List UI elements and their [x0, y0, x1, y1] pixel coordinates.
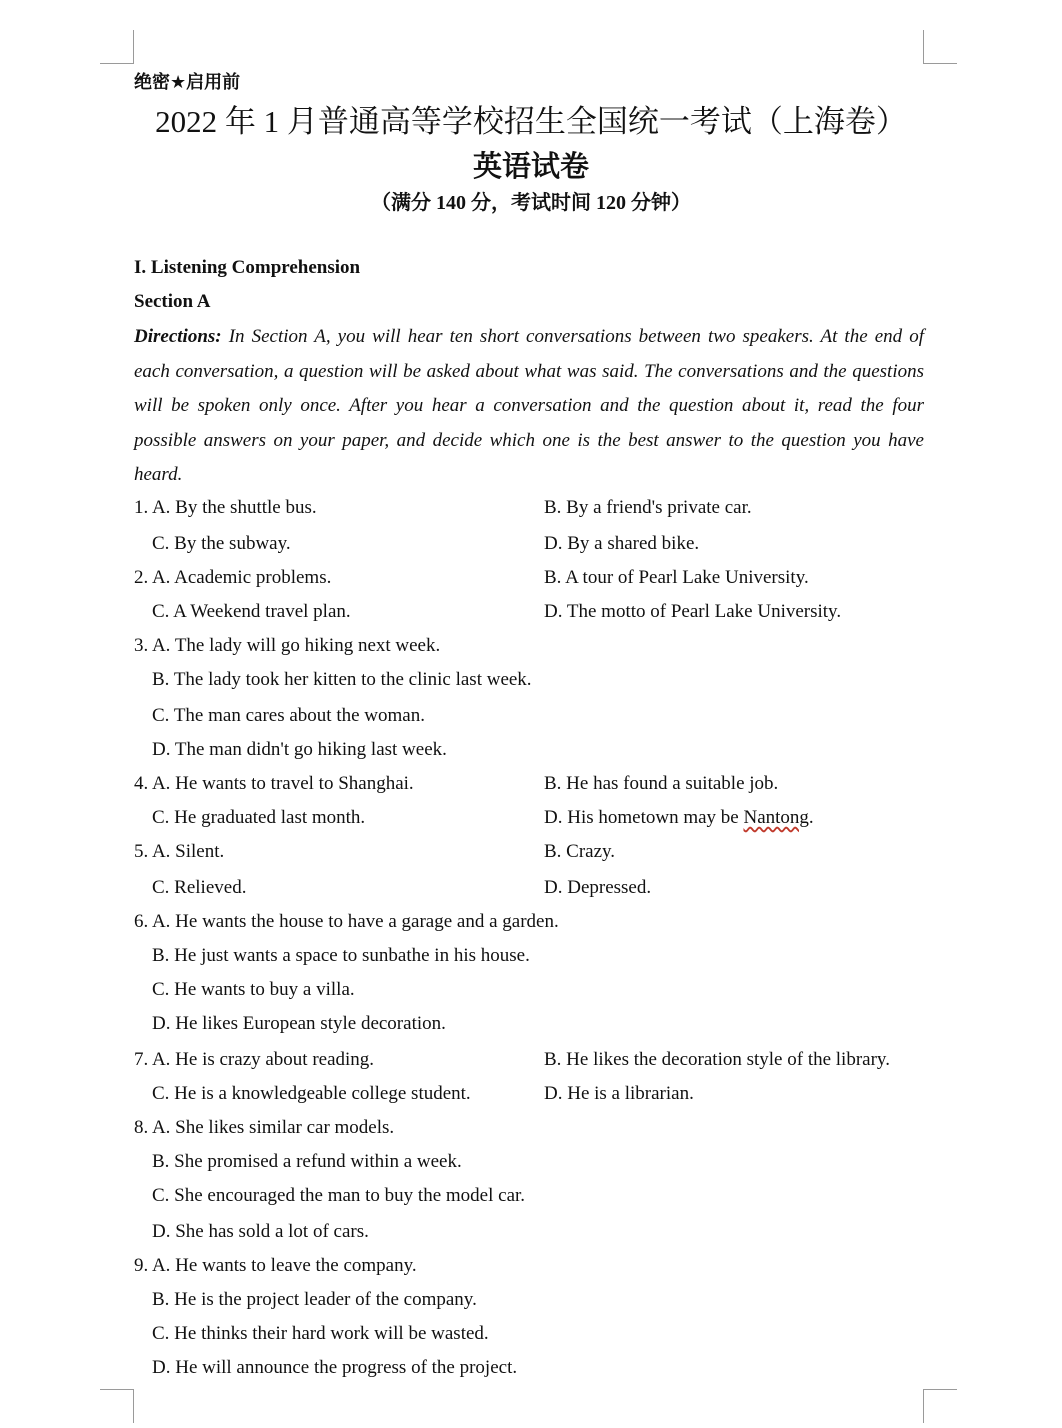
q4-option-a: 4. A. He wants to travel to Shanghai.: [134, 773, 414, 794]
q3-option-a: 3. A. The lady will go hiking next week.: [134, 635, 441, 656]
crop-mark-bottom-left-v: [133, 1389, 134, 1423]
q3-option-c: C. The man cares about the woman.: [152, 705, 425, 726]
q2-option-a: 2. A. Academic problems.: [134, 567, 332, 588]
q2-option-b: B. A tour of Pearl Lake University.: [544, 567, 809, 588]
q4-option-c: C. He graduated last month.: [152, 807, 366, 828]
q2-option-c: C. A Weekend travel plan.: [152, 601, 351, 622]
subject-title: 英语试卷: [472, 151, 589, 183]
crop-mark-bottom-right-v: [923, 1389, 924, 1423]
q5-option-c: C. Relieved.: [152, 877, 247, 898]
q9-option-a: 9. A. He wants to leave the company.: [134, 1255, 417, 1276]
q2-option-d: D. The motto of Pearl Lake University.: [544, 601, 842, 622]
crop-mark-top-left-v: [133, 30, 134, 64]
q8-option-a: 8. A. She likes similar car models.: [134, 1117, 395, 1138]
crop-mark-top-left-h: [100, 63, 134, 64]
part-title: I. Listening Comprehension: [134, 257, 361, 278]
q7-option-d: D. He is a librarian.: [544, 1083, 694, 1104]
directions: [134, 320, 924, 493]
q1-option-a: 1. A. By the shuttle bus.: [134, 497, 317, 518]
q5-option-a: 5. A. Silent.: [134, 841, 225, 862]
spellcheck-underlined-word: Nantong: [743, 807, 809, 828]
q4-option-d-suffix: .: [808, 807, 814, 828]
crop-mark-bottom-left-h: [100, 1389, 134, 1390]
q3-option-d: D. The man didn't go hiking last week.: [152, 739, 447, 760]
q7-option-b: B. He likes the decoration style of the library.: [544, 1049, 890, 1070]
q8-option-d: D. She has sold a lot of cars.: [152, 1221, 369, 1242]
directions-text: In Section A, you will hear ten short conversations between two speakers. At the end of each conversation, a question will be asked about what was said. The conversations and the questions will be spoken only once. After you hear a conversation and the question about it, read the four possible answers on your paper, and decide which one is the best answer to the question you have heard.: [134, 326, 924, 485]
q7-option-a: 7. A. He is crazy about reading.: [134, 1049, 375, 1070]
q6-option-a: 6. A. He wants the house to have a garage and a garden.: [134, 911, 559, 932]
exam-title: 2022 年 1 月普通高等学校招生全国统一考试（上海卷）: [155, 104, 907, 139]
q5-option-b: B. Crazy.: [544, 841, 616, 862]
crop-mark-bottom-right-h: [923, 1389, 957, 1390]
q4-option-d: [544, 807, 814, 829]
q6-option-c: C. He wants to buy a villa.: [152, 979, 355, 1000]
q9-option-b: B. He is the project leader of the company.: [152, 1289, 477, 1310]
q8-option-b: B. She promised a refund within a week.: [152, 1151, 462, 1172]
crop-mark-top-right-v: [923, 30, 924, 64]
q8-option-c: C. She encouraged the man to buy the model car.: [152, 1185, 526, 1206]
crop-mark-top-right-h: [923, 63, 957, 64]
q4-option-d-prefix: D. His hometown may be: [544, 807, 744, 828]
q6-option-b: B. He just wants a space to sunbathe in his house.: [152, 945, 530, 966]
secret-label: 绝密★启用前: [134, 72, 241, 93]
q4-option-b: B. He has found a suitable job.: [544, 773, 779, 794]
directions-label: Directions:: [134, 326, 222, 347]
q6-option-d: D. He likes European style decoration.: [152, 1013, 446, 1034]
q3-option-b: B. The lady took her kitten to the clinic last week.: [152, 669, 532, 690]
q1-option-c: C. By the subway.: [152, 533, 291, 554]
q9-option-d: D. He will announce the progress of the project.: [152, 1357, 518, 1378]
section-title: Section A: [134, 291, 211, 312]
q9-option-c: C. He thinks their hard work will be wasted.: [152, 1323, 489, 1344]
q7-option-c: C. He is a knowledgeable college student.: [152, 1083, 471, 1104]
score-info: （满分 140 分，考试时间 120 分钟）: [371, 192, 691, 214]
q1-option-d: D. By a shared bike.: [544, 533, 700, 554]
q5-option-d: D. Depressed.: [544, 877, 652, 898]
q1-option-b: B. By a friend's private car.: [544, 497, 752, 518]
